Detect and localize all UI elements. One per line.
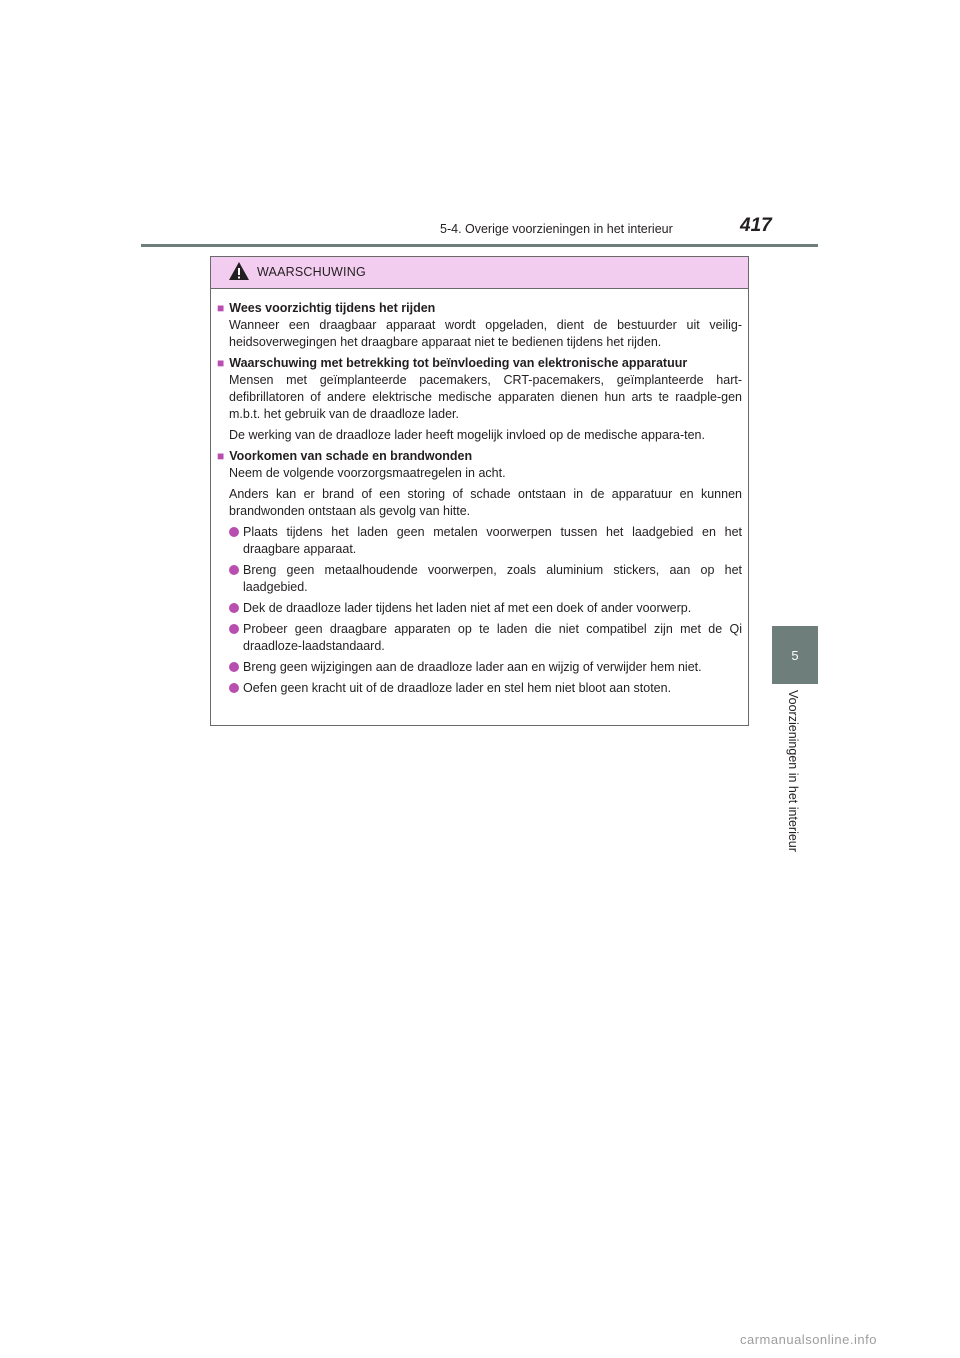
list-item: [229, 680, 742, 697]
chapter-number: 5: [791, 647, 799, 663]
round-bullet-icon: [229, 527, 239, 537]
list-item-text: Probeer geen draagbare apparaten op te laden die niet compatibel zijn met de Qi draadloze-laadstandaard.: [243, 622, 742, 653]
header-rule: [141, 244, 818, 247]
page-number: 417: [740, 215, 772, 236]
section-title-text: Wees voorzichtig tijdens het rijden: [229, 301, 436, 315]
round-bullet-icon: [229, 662, 239, 672]
warning-box: [210, 256, 749, 726]
chapter-label: Voorzieningen in het interieur: [786, 690, 800, 852]
paragraph: Neem de volgende voorzorgsmaatregelen in acht.: [229, 466, 506, 480]
list-item: [229, 524, 742, 558]
list-item: [229, 562, 742, 596]
warning-section: [217, 300, 742, 351]
list-item-text: Breng geen wijzigingen aan de draadloze lader aan en wijzig of verwijder hem niet.: [243, 660, 702, 674]
section-title: [217, 300, 742, 317]
section-title-text: Voorkomen van schade en brandwonden: [229, 449, 473, 463]
round-bullet-icon: [229, 565, 239, 575]
paragraph: Anders kan er brand of een storing of schade ontstaan in de apparatuur en kunnen brandwonden ontstaan als gevolg van hitte.: [229, 487, 742, 518]
list-item-text: Plaats tijdens het laden geen metalen voorwerpen tussen het laadgebied en het draagbare apparaat.: [243, 525, 742, 556]
list-item: [229, 600, 742, 617]
header-section-title: 5-4. Overige voorzieningen in het interieur: [440, 222, 673, 236]
list-item: [229, 621, 742, 655]
list-item-text: Breng geen metaalhoudende voorwerpen, zoals aluminium stickers, aan op het laadgebied.: [243, 563, 742, 594]
warning-header: [211, 257, 748, 289]
section-title: [217, 355, 742, 372]
paragraph: Mensen met geïmplanteerde pacemakers, CRT-pacemakers, geïmplanteerde hart-defibrillatoren of andere elektrische medische apparaten dienen hun arts te raadple-gen m.b.t. het gebruik van de draadloze lader.: [229, 373, 742, 421]
list-item-text: Dek de draadloze lader tijdens het laden niet af met een doek of ander voorwerp.: [243, 601, 692, 615]
paragraph: De werking van de draadloze lader heeft mogelijk invloed op de medische appara-ten.: [229, 428, 705, 442]
warning-body: [211, 289, 748, 697]
round-bullet-icon: [229, 603, 239, 613]
warning-title: WAARSCHUWING: [257, 265, 366, 279]
watermark: carmanualsonline.info: [740, 1332, 877, 1347]
warning-triangle-icon: [228, 261, 250, 281]
warning-section: [217, 448, 742, 697]
warning-section: [217, 355, 742, 444]
chapter-tab: [772, 626, 818, 684]
square-bullet-icon: ■: [217, 301, 225, 315]
paragraph: Wanneer een draagbaar apparaat wordt opgeladen, dient de bestuurder uit veilig-heidsoverwegingen het draagbare apparaat niet te bedienen tijdens het rijden.: [229, 318, 742, 349]
section-title: [217, 448, 742, 465]
square-bullet-icon: ■: [217, 356, 225, 370]
list-item: [229, 659, 742, 676]
square-bullet-icon: ■: [217, 449, 225, 463]
round-bullet-icon: [229, 683, 239, 693]
list-item-text: Oefen geen kracht uit of de draadloze lader en stel hem niet bloot aan stoten.: [243, 681, 672, 695]
round-bullet-icon: [229, 624, 239, 634]
section-title-text: Waarschuwing met betrekking tot beïnvloeding van elektronische apparatuur: [229, 356, 688, 370]
